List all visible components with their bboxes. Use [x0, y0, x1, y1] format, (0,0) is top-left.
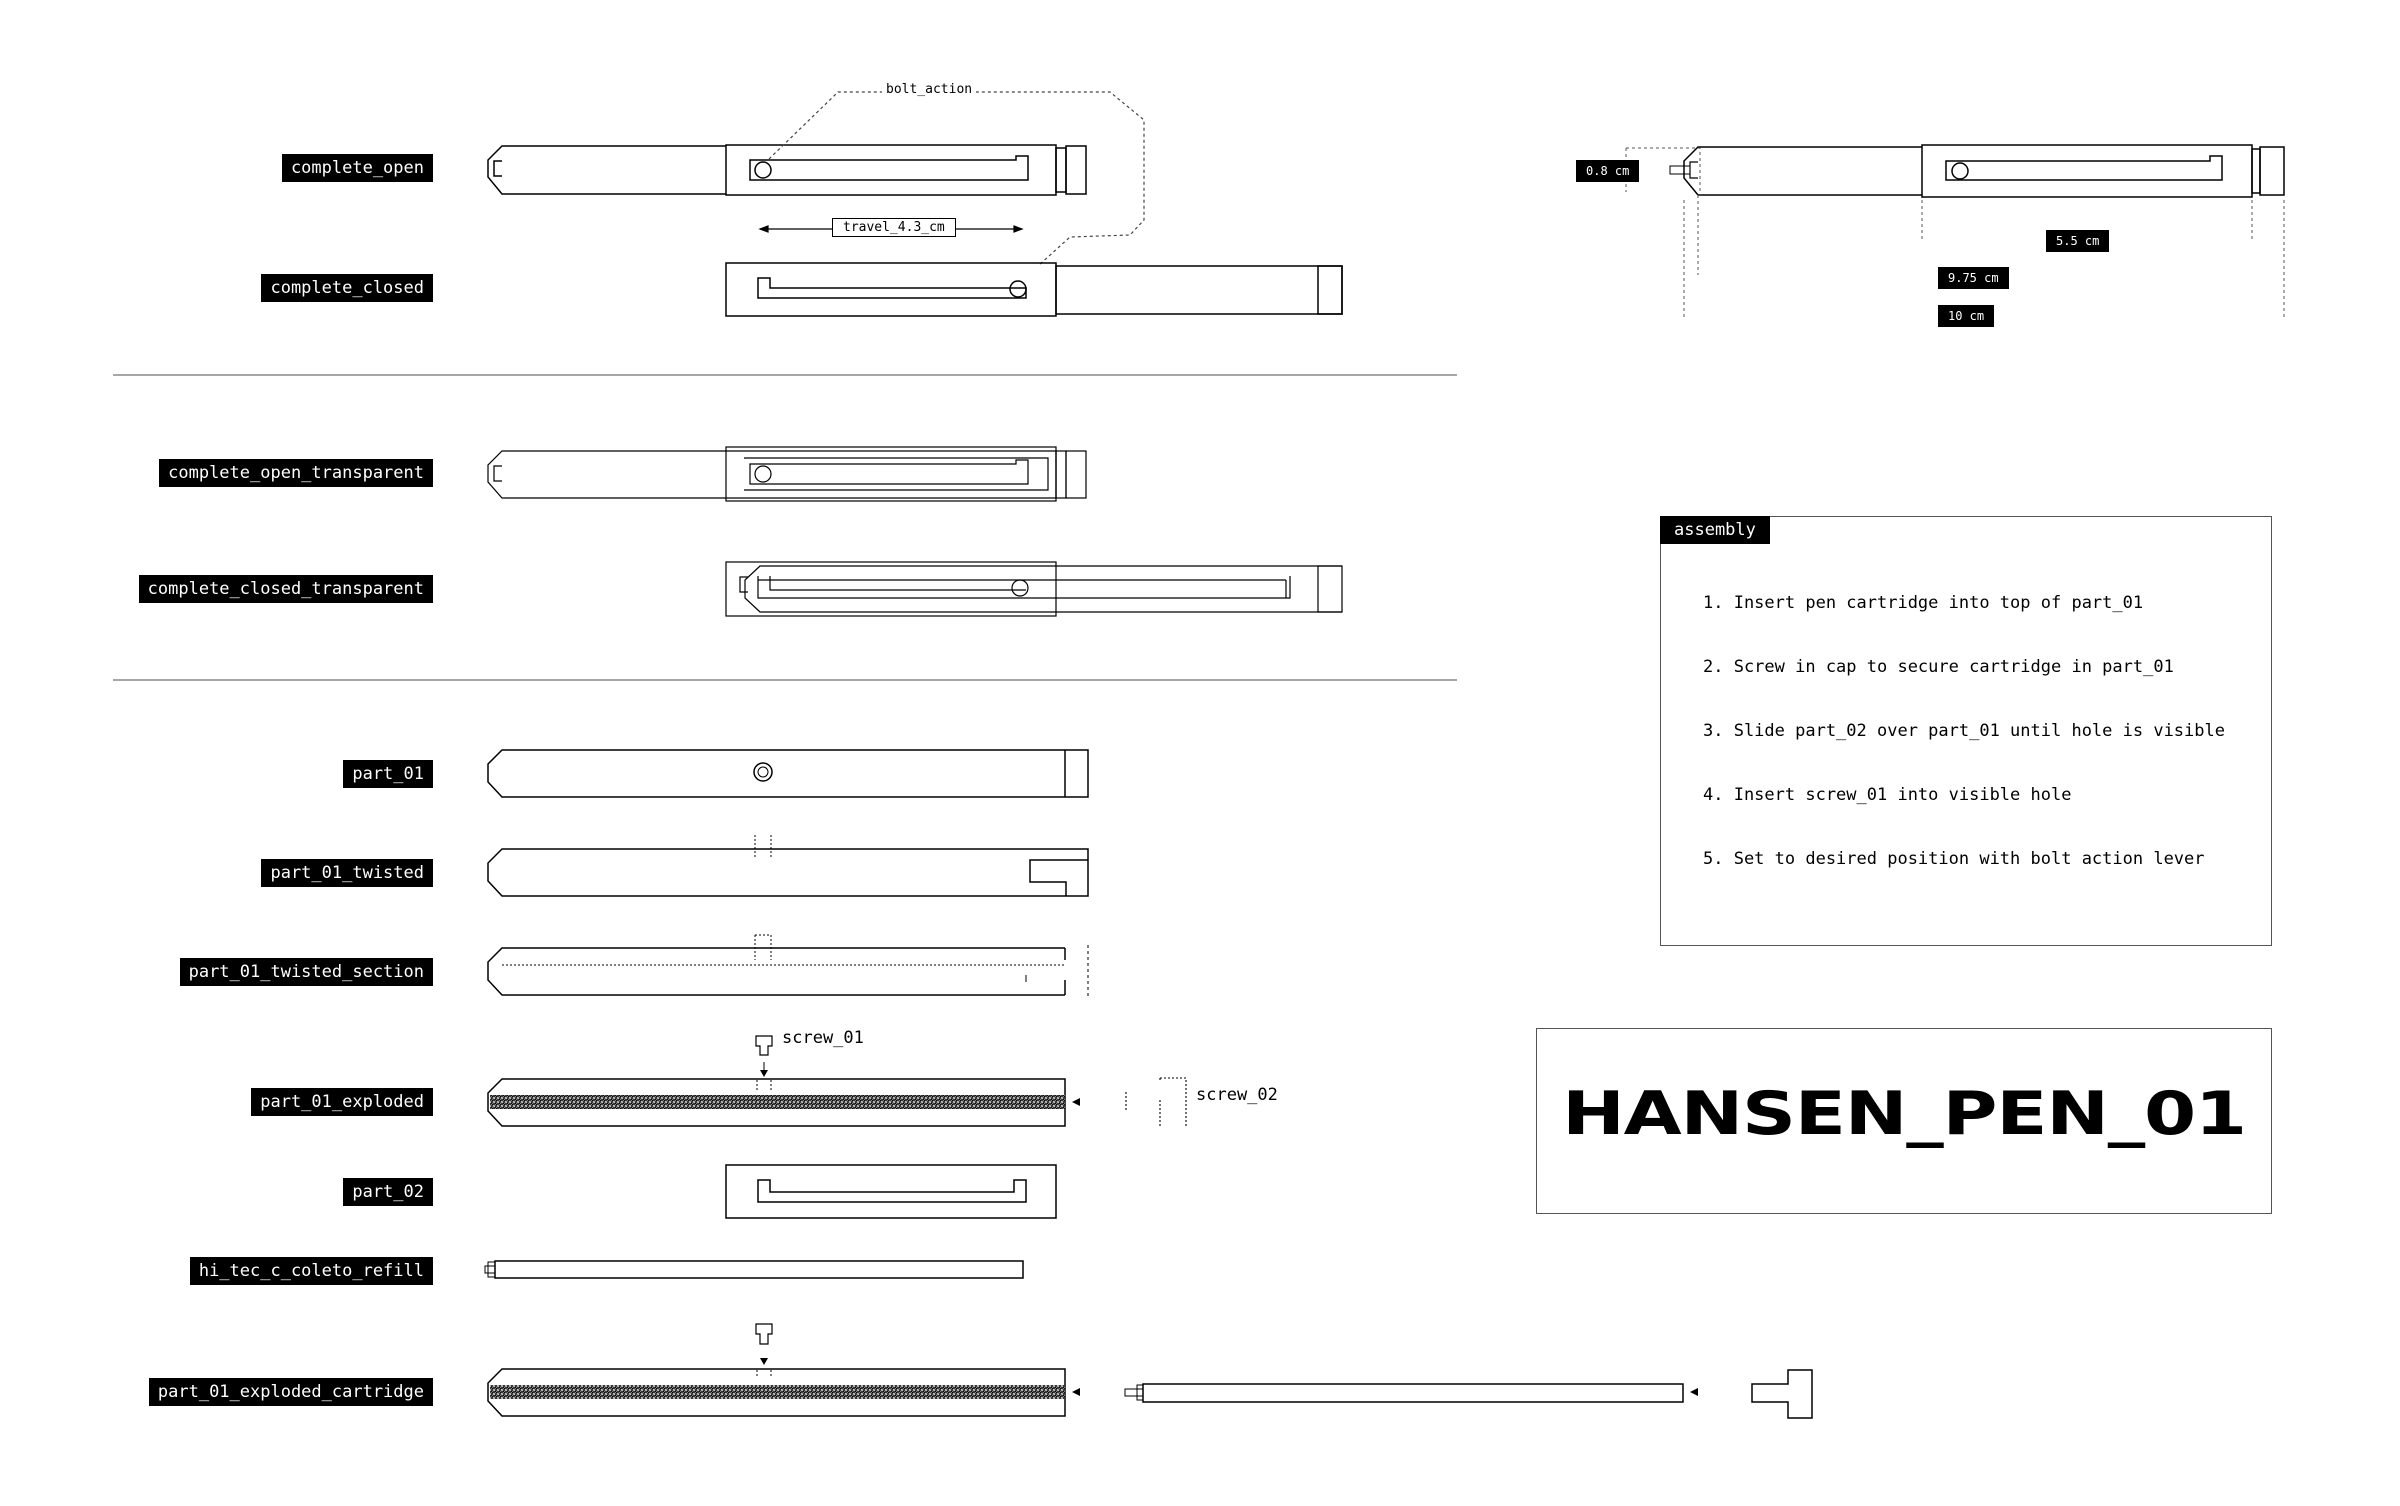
- drawing-part-01-twisted: [488, 835, 1088, 896]
- dimension-9-75-cm: 9.75 cm: [1938, 267, 2009, 289]
- drawing-refill: [485, 1261, 1023, 1278]
- label-complete-open-transparent: complete_open_transparent: [159, 459, 433, 487]
- drawing-complete-open-transparent: [488, 447, 1086, 501]
- label-part-01-twisted: part_01_twisted: [261, 859, 433, 887]
- bolt-action-label: bolt_action: [882, 82, 976, 97]
- drawing-dimension-view: [1626, 145, 2284, 320]
- assembly-step: 1. Insert pen cartridge into top of part_01: [1703, 593, 2144, 613]
- dimension-10-cm: 10 cm: [1938, 305, 1994, 327]
- title-panel: [1536, 1028, 2272, 1214]
- label-complete-closed-transparent: complete_closed_transparent: [139, 575, 433, 603]
- label-part-01-exploded-cartridge: part_01_exploded_cartridge: [149, 1378, 433, 1406]
- dimension-5-5-cm: 5.5 cm: [2046, 230, 2109, 252]
- assembly-title: assembly: [1660, 516, 1770, 544]
- screw-02-label: screw_02: [1196, 1085, 1278, 1105]
- label-part-01-twisted-section: part_01_twisted_section: [180, 958, 433, 986]
- label-part-02: part_02: [343, 1178, 433, 1206]
- drawing-part-01-exploded: [488, 1036, 1186, 1126]
- travel-label: travel_4.3_cm: [832, 218, 956, 237]
- bolt-action-leader: [769, 92, 1144, 266]
- assembly-step: 2. Screw in cap to secure cartridge in part_01: [1703, 657, 2174, 677]
- assembly-step: 4. Insert screw_01 into visible hole: [1703, 785, 2072, 805]
- label-complete-closed: complete_closed: [261, 274, 433, 302]
- project-title: HANSEN_PEN_01: [1562, 1079, 2246, 1149]
- drawing-part-01-exploded-cartridge: [488, 1324, 1812, 1418]
- drawing-complete-closed: [726, 263, 1342, 316]
- assembly-steps: [1703, 593, 2225, 913]
- label-complete-open: complete_open: [282, 154, 433, 182]
- drawing-complete-closed-transparent: [726, 562, 1342, 616]
- label-part-01: part_01: [343, 760, 433, 788]
- label-refill: hi_tec_c_coleto_refill: [190, 1257, 433, 1285]
- drawing-part-01: [488, 750, 1088, 797]
- assembly-panel: [1660, 516, 2272, 946]
- dimension-0-8-cm: 0.8 cm: [1576, 160, 1639, 182]
- assembly-step: 3. Slide part_02 over part_01 until hole is visible: [1703, 721, 2225, 741]
- drawing-part-01-twisted-section: [488, 935, 1088, 998]
- screw-01-label: screw_01: [782, 1028, 864, 1048]
- drawing-complete-open: [488, 145, 1086, 195]
- assembly-step: 5. Set to desired position with bolt action lever: [1703, 849, 2205, 869]
- drawing-part-02: [726, 1165, 1056, 1218]
- label-part-01-exploded: part_01_exploded: [251, 1088, 433, 1116]
